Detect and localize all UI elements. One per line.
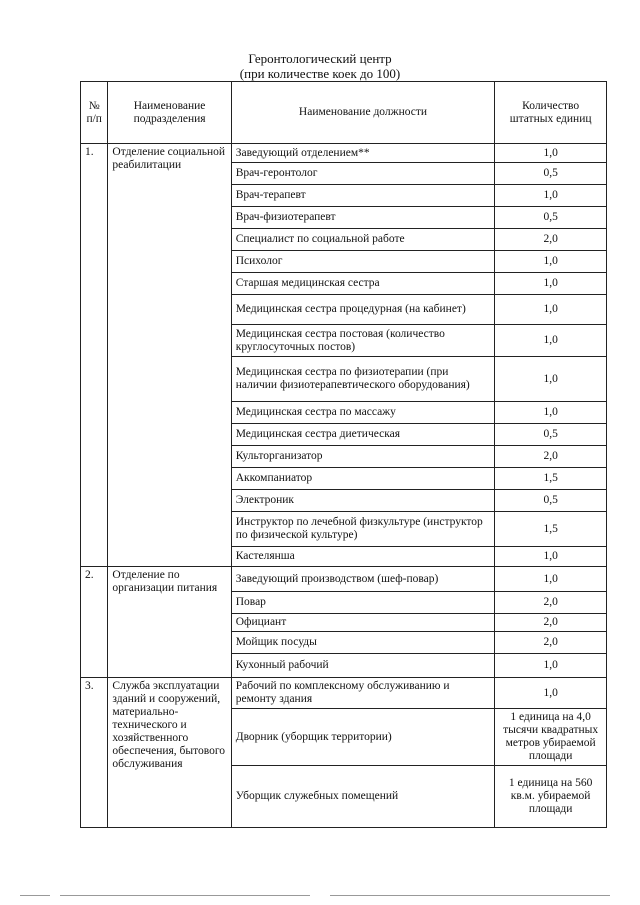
staffing-table bbox=[80, 81, 607, 828]
title-line-1: Геронтологический центр bbox=[248, 51, 392, 66]
title-line-2: (при количестве коек до 100) bbox=[239, 66, 401, 81]
position-name: Медицинская сестра постовая (количество круглосуточных постов) bbox=[231, 325, 495, 357]
department-name: Служба эксплуатации зданий и сооружений, материально-технического и хозяйственного обеспечения, бытового обслуживания bbox=[108, 678, 231, 828]
staff-units: 2,0 bbox=[495, 446, 607, 468]
position-name: Рабочий по комплексному обслуживанию и ремонту здания bbox=[231, 678, 495, 709]
position-name: Врач-терапевт bbox=[231, 185, 495, 207]
staff-units: 0,5 bbox=[495, 490, 607, 512]
table-body bbox=[81, 144, 607, 828]
position-name: Уборщик служебных помещений bbox=[231, 766, 495, 828]
staff-units: 1,0 bbox=[495, 251, 607, 273]
document-title bbox=[0, 51, 640, 81]
position-name: Мойщик посуды bbox=[231, 632, 495, 654]
position-name: Электроник bbox=[231, 490, 495, 512]
position-name: Повар bbox=[231, 592, 495, 614]
staff-units: 0,5 bbox=[495, 207, 607, 229]
staff-units: 2,0 bbox=[495, 592, 607, 614]
staff-units: 1 единица на 4,0 тысячи квадратных метров убираемой площади bbox=[495, 709, 607, 766]
header-position: Наименование должности bbox=[231, 82, 495, 144]
position-name: Заведующий производством (шеф-повар) bbox=[231, 567, 495, 592]
staff-units: 1,5 bbox=[495, 468, 607, 490]
staff-units: 2,0 bbox=[495, 229, 607, 251]
staff-units: 1,0 bbox=[495, 678, 607, 709]
position-name: Медицинская сестра процедурная (на кабинет) bbox=[231, 295, 495, 325]
footer-rule bbox=[330, 895, 610, 896]
staff-units: 1,0 bbox=[495, 567, 607, 592]
staff-units: 1,0 bbox=[495, 402, 607, 424]
staff-units: 2,0 bbox=[495, 614, 607, 632]
table-row bbox=[81, 567, 607, 592]
staff-units: 1,0 bbox=[495, 357, 607, 402]
table-row bbox=[81, 678, 607, 709]
position-name: Врач-геронтолог bbox=[231, 163, 495, 185]
position-name: Старшая медицинская сестра bbox=[231, 273, 495, 295]
position-name: Медицинская сестра диетическая bbox=[231, 424, 495, 446]
section-number: 3. bbox=[81, 678, 108, 828]
staff-units: 1,0 bbox=[495, 144, 607, 163]
staff-units: 1,0 bbox=[495, 273, 607, 295]
staff-units: 1,0 bbox=[495, 654, 607, 678]
position-name: Официант bbox=[231, 614, 495, 632]
position-name: Кухонный рабочий bbox=[231, 654, 495, 678]
footer-rule bbox=[20, 895, 50, 896]
position-name: Психолог bbox=[231, 251, 495, 273]
position-name: Кастелянша bbox=[231, 547, 495, 567]
position-name: Дворник (уборщик территории) bbox=[231, 709, 495, 766]
position-name: Заведующий отделением** bbox=[231, 144, 495, 163]
section-number: 2. bbox=[81, 567, 108, 678]
position-name: Медицинская сестра по массажу bbox=[231, 402, 495, 424]
staff-units: 0,5 bbox=[495, 163, 607, 185]
table-row bbox=[81, 144, 607, 163]
staff-units: 1,0 bbox=[495, 295, 607, 325]
position-name: Специалист по социальной работе bbox=[231, 229, 495, 251]
staff-units: 2,0 bbox=[495, 632, 607, 654]
header-num: № п/п bbox=[81, 82, 108, 144]
staff-units: 1,0 bbox=[495, 547, 607, 567]
staff-units: 1,5 bbox=[495, 512, 607, 547]
department-name: Отделение социальной реабилитации bbox=[108, 144, 231, 567]
position-name: Культорганизатор bbox=[231, 446, 495, 468]
position-name: Медицинская сестра по физиотерапии (при наличии физиотерапевтического оборудования) bbox=[231, 357, 495, 402]
position-name: Аккомпаниатор bbox=[231, 468, 495, 490]
footer-rule bbox=[60, 895, 310, 896]
staff-units: 1,0 bbox=[495, 325, 607, 357]
staff-units: 0,5 bbox=[495, 424, 607, 446]
table-header-row bbox=[81, 82, 607, 144]
header-qty: Количество штатных единиц bbox=[495, 82, 607, 144]
position-name: Врач-физиотерапевт bbox=[231, 207, 495, 229]
header-dept: Наименование подразделения bbox=[108, 82, 231, 144]
staff-units: 1 единица на 560 кв.м. убираемой площади bbox=[495, 766, 607, 828]
staff-units: 1,0 bbox=[495, 185, 607, 207]
position-name: Инструктор по лечебной физкультуре (инструктор по физической культуре) bbox=[231, 512, 495, 547]
department-name: Отделение по организации питания bbox=[108, 567, 231, 678]
section-number: 1. bbox=[81, 144, 108, 567]
